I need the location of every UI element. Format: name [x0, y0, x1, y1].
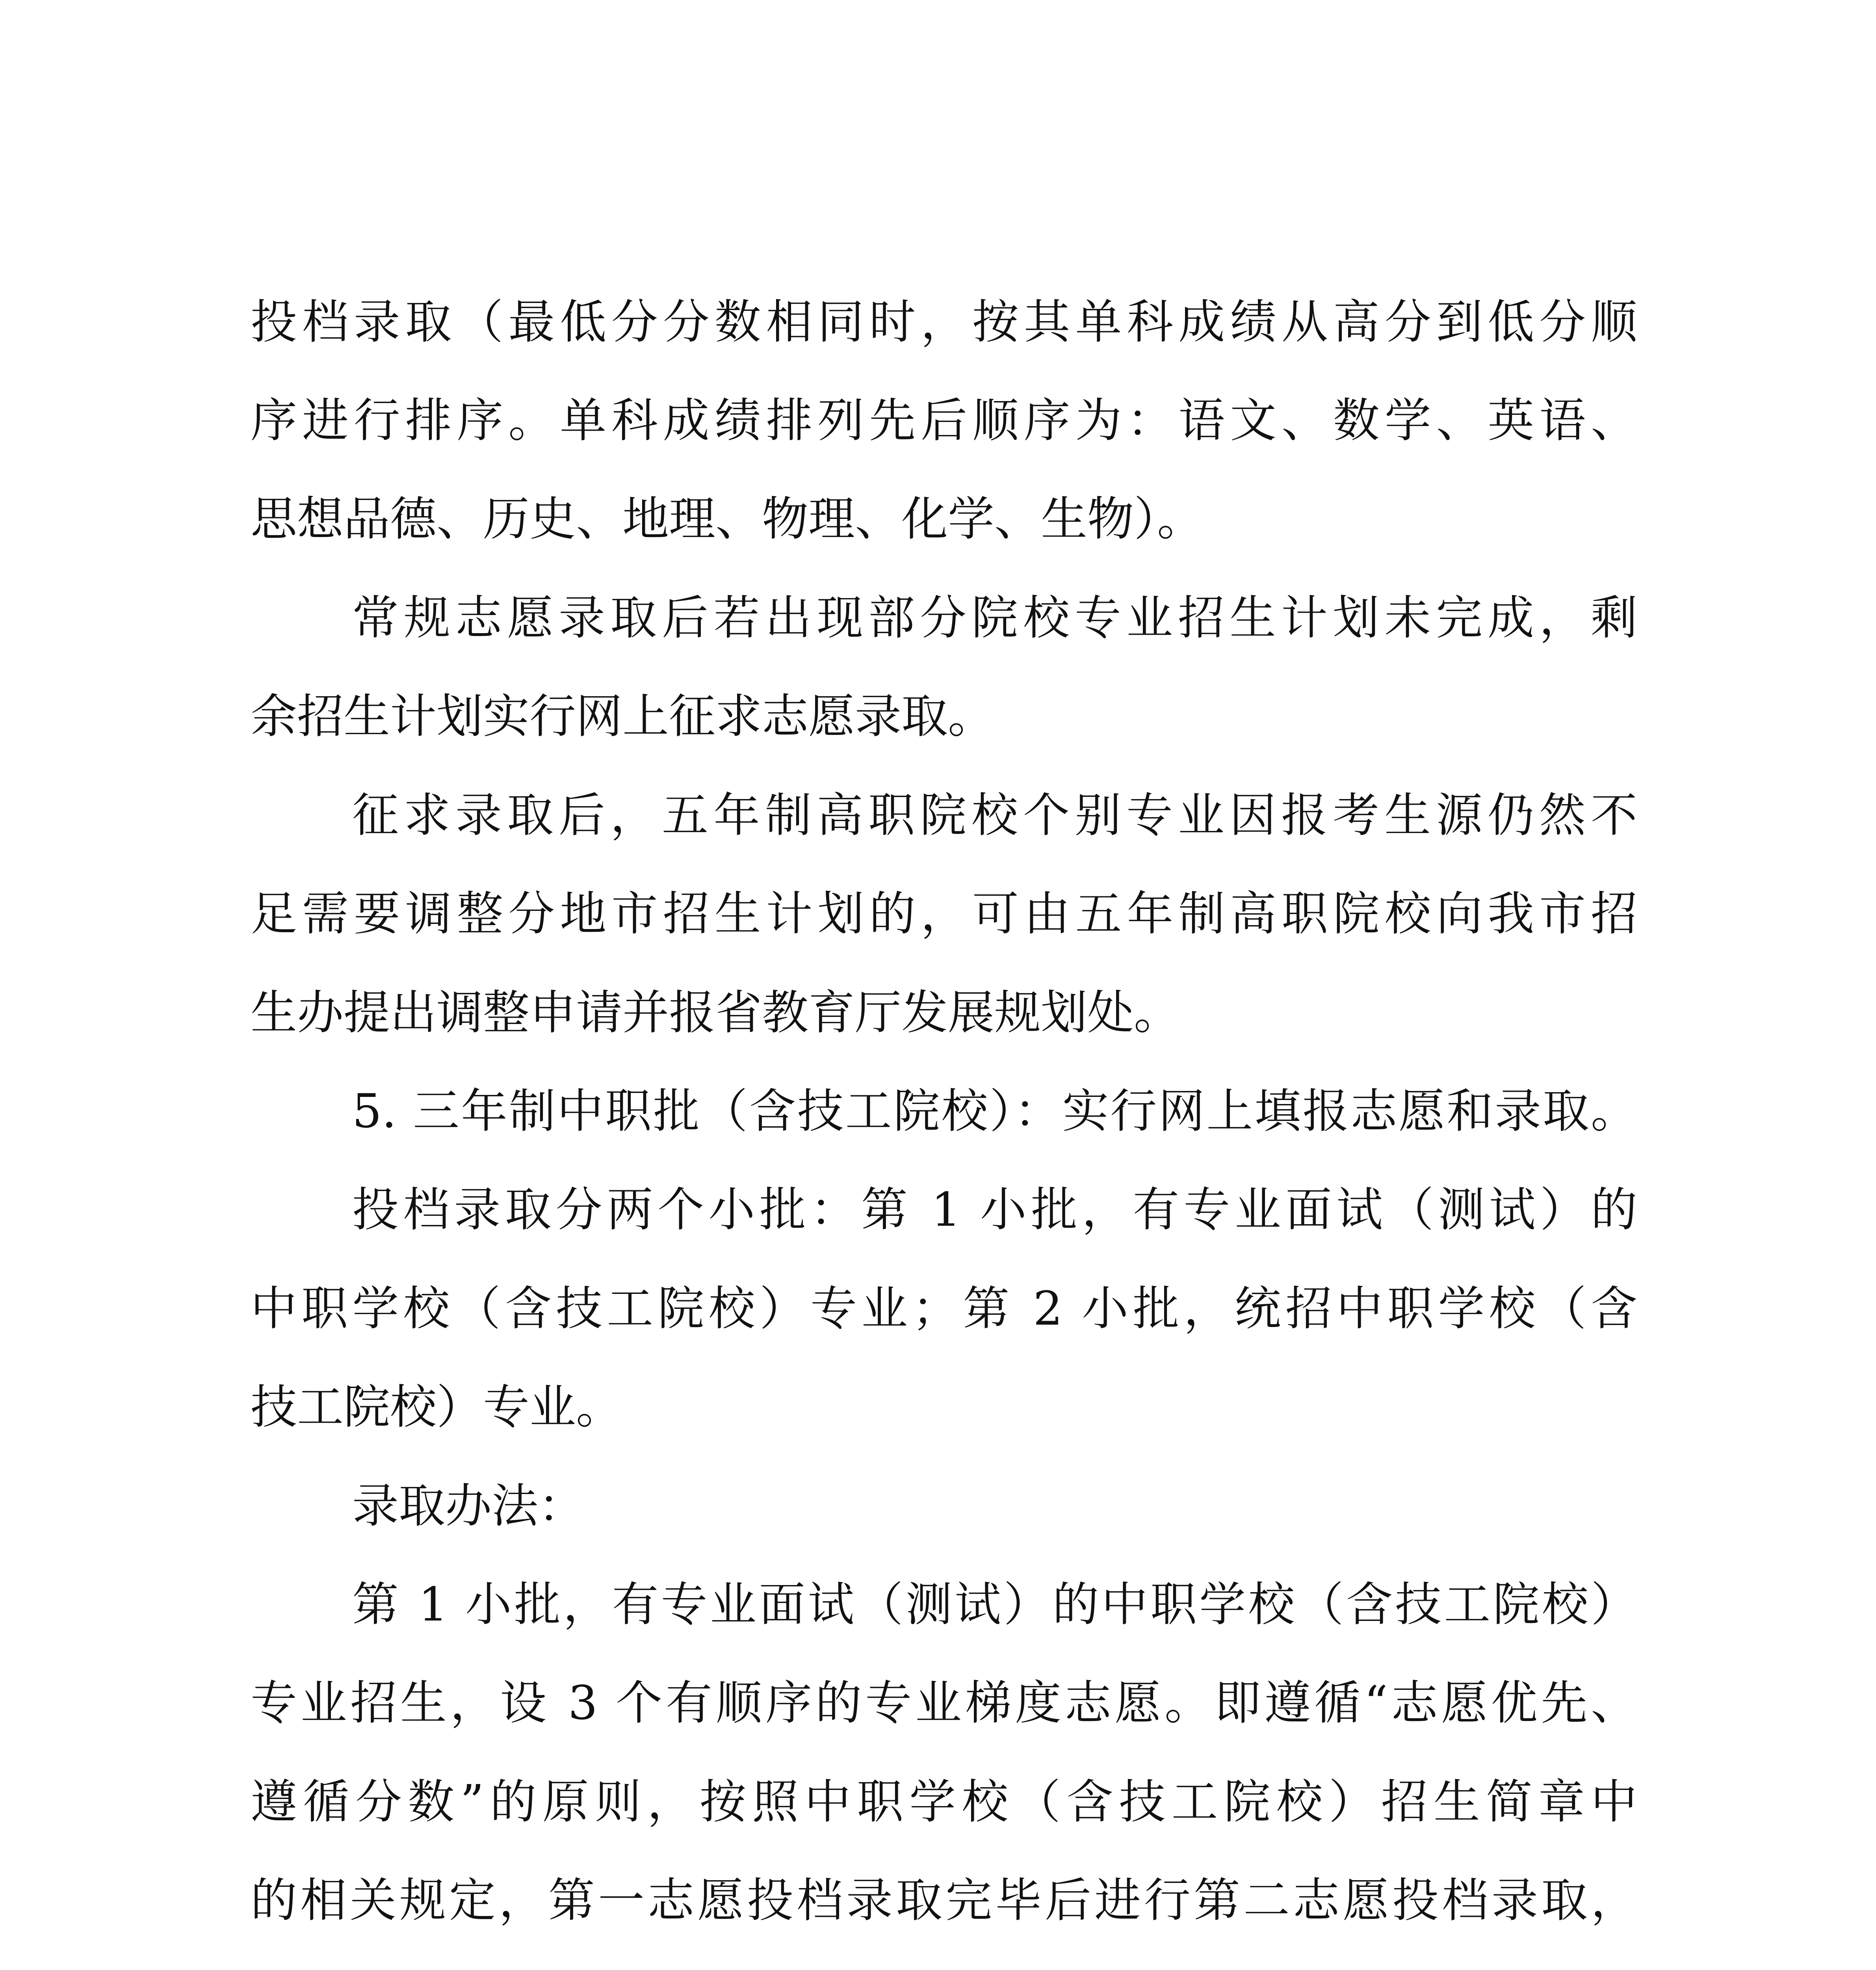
text-line-5: 余招生计划实行网上征求志愿录取。 [251, 689, 995, 743]
text-line-14: 第 1 小批，有专业面试（测试）的中职学校（含技工院校） [352, 1577, 1637, 1632]
text-line-7: 足需要调整分地市招生计划的，可由五年制高职院校向我市招 [251, 886, 1637, 941]
text-line-17: 的相关规定，第一志愿投档录取完毕后进行第二志愿投档录取， [251, 1873, 1637, 1927]
text-line-2: 序进行排序。单科成绩排列先后顺序为：语文、数学、英语、 [251, 393, 1637, 448]
text-line-4: 常规志愿录取后若出现部分院校专业招生计划未完成，剩 [352, 591, 1637, 645]
text-line-8: 生办提出调整申请并报省教育厅发展规划处。 [251, 985, 1181, 1040]
text-line-9: 5. 三年制中职批（含技工院校）：实行网上填报志愿和录取。 [352, 1084, 1637, 1138]
text-line-10: 投档录取分两个小批：第 1 小批，有专业面试（测试）的 [352, 1182, 1637, 1237]
text-line-16: 遵循分数”的原则，按照中职学校（含技工院校）招生简章中 [251, 1775, 1637, 1829]
text-line-11: 中职学校（含技工院校）专业；第 2 小批，统招中职学校（含 [251, 1281, 1637, 1336]
text-line-1: 投档录取（最低分分数相同时，按其单科成绩从高分到低分顺 [251, 295, 1637, 349]
text-line-6: 征求录取后，五年制高职院校个别专业因报考生源仍然不 [352, 788, 1637, 842]
text-line-13: 录取办法： [352, 1479, 585, 1533]
text-line-3: 思想品德、历史、地理、物理、化学、生物）。 [251, 492, 1204, 546]
text-line-18 [251, 1960, 1637, 1970]
text-line-15: 专业招生，设 3 个有顺序的专业梯度志愿。即遵循“志愿优先、 [251, 1676, 1637, 1730]
text-line-12: 技工院校）专业。 [251, 1380, 623, 1434]
